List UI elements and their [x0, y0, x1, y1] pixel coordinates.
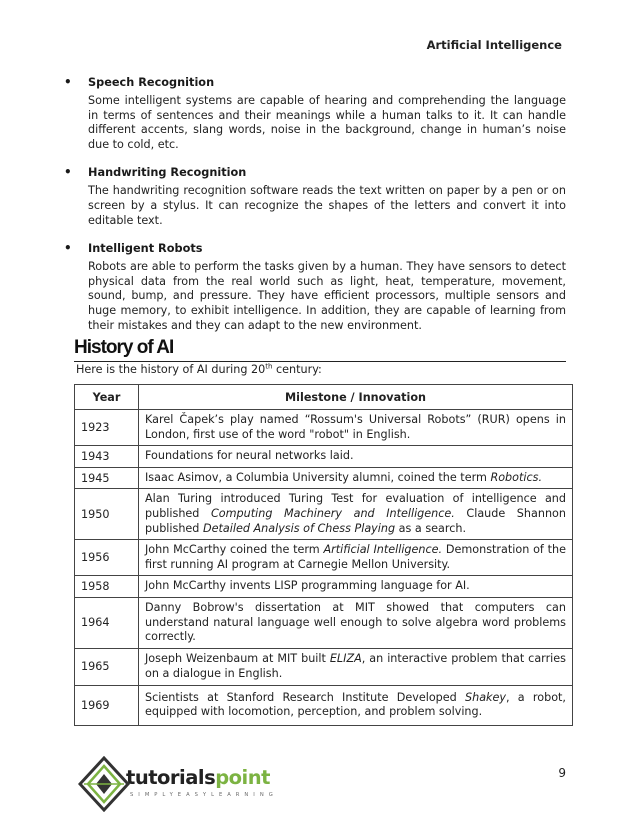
- year-cell: 1950: [75, 489, 139, 540]
- milestone-text: Isaac Asimov, a Columbia University alumni, coined the term: [145, 470, 491, 484]
- milestone-emphasis: Shakey: [465, 690, 507, 704]
- milestone-emphasis: Robotics.: [490, 470, 543, 484]
- table-header-row: [75, 385, 573, 410]
- bullet-title: Handwriting Recognition: [88, 166, 247, 180]
- year-cell: 1956: [75, 540, 139, 576]
- bullet-body: Robots are able to perform the tasks given by a human. They have sensors to detect physical data from the real world such as light, heat, temperature, movement, sound, bump, and pressure. They have efficient processors, multiple sensors and huge memory, to exhibit intelligence. In addition, they are capable of learning from their mistakes and they can adapt to the new environment.: [88, 260, 566, 332]
- milestone-text: Karel Čapek’s play named “Rossum's Universal Robots” (RUR) opens in London, first use of the word "robot" in English.: [145, 413, 566, 441]
- table-row: [75, 597, 573, 648]
- year-cell: 1964: [75, 597, 139, 648]
- year-cell: 1958: [75, 576, 139, 598]
- year-cell: 1943: [75, 446, 139, 468]
- milestone-cell: [139, 576, 573, 598]
- tutorialspoint-logo: [78, 756, 278, 812]
- column-header-year: Year: [75, 385, 139, 410]
- intro-text-end: century:: [272, 363, 322, 376]
- bullet-icon: •: [64, 241, 72, 256]
- bullet-body: Some intelligent systems are capable of hearing and comprehending the language in terms of sentences and their meanings while a human talks to it. It can handle different accents, slang words, noise in the background, change in human’s noise due to cold, etc.: [88, 94, 566, 151]
- milestone-text: Joseph Weizenbaum at MIT built: [145, 652, 330, 666]
- history-table-body: [75, 410, 573, 726]
- intro-superscript: th: [265, 362, 273, 371]
- milestone-cell: [139, 648, 573, 685]
- milestone-cell: [139, 685, 573, 725]
- table-row: [75, 576, 573, 598]
- milestone-text: Danny Bobrow's dissertation at MIT showed that computers can understand natural language well enough to solve algebra word problems correctly.: [145, 600, 566, 644]
- milestone-text: Demonstration of the first running AI program at Carnegie Mellon University.: [145, 543, 566, 571]
- tutorialspoint-logo-icon: [78, 756, 130, 812]
- milestone-cell: [139, 597, 573, 648]
- table-row: [75, 410, 573, 446]
- milestone-cell: [139, 446, 573, 468]
- milestone-cell: [139, 540, 573, 576]
- milestone-text: Alan Turing introduced Turing Test for evaluation of intelligence and published: [145, 492, 566, 520]
- running-header: Artificial Intelligence: [426, 38, 562, 52]
- table-row: [75, 446, 573, 468]
- milestone-text: Scientists at Stanford Research Institute Developed: [145, 690, 465, 704]
- milestone-text: John McCarthy coined the term: [145, 543, 324, 557]
- table-row: [75, 489, 573, 540]
- milestone-cell: [139, 489, 573, 540]
- milestone-cell: [139, 410, 573, 446]
- bullet-title: Speech Recognition: [88, 76, 215, 89]
- table-row: [75, 467, 573, 489]
- list-item: [64, 74, 566, 152]
- bullet-body: The handwriting recognition software reads the text written on paper by a pen or on screen by a stylus. It can recognize the shapes of the letters and convert it into editable text.: [88, 184, 566, 227]
- milestone-text: John McCarthy invents LISP programming language for AI.: [145, 579, 470, 593]
- year-cell: 1965: [75, 648, 139, 685]
- year-cell: 1969: [75, 685, 139, 725]
- milestone-text: , a robot, equipped with locomotion, perception, and problem solving.: [145, 690, 566, 719]
- section-title: History of AI: [74, 337, 566, 362]
- logo-tagline: SIMPLYEASYLEARNING: [130, 792, 278, 798]
- table-row: [75, 540, 573, 576]
- milestone-cell: [139, 467, 573, 489]
- logo-wordmark: [126, 766, 270, 789]
- list-item: [64, 164, 566, 228]
- year-cell: 1923: [75, 410, 139, 446]
- table-row: [75, 685, 573, 725]
- year-cell: 1945: [75, 467, 139, 489]
- column-header-milestone: Milestone / Innovation: [139, 385, 573, 410]
- feature-list: [64, 74, 566, 345]
- bullet-icon: •: [64, 75, 72, 89]
- logo-text-dark: tutorials: [126, 766, 216, 789]
- bullet-icon: •: [64, 165, 72, 180]
- section-intro: [76, 363, 322, 376]
- logo-text-accent: point: [215, 766, 270, 789]
- list-item: [64, 240, 566, 333]
- milestone-text: Claude Shannon published: [145, 506, 566, 535]
- milestone-text: Foundations for neural networks laid.: [145, 449, 354, 463]
- history-table: [74, 384, 573, 726]
- milestone-text: , an interactive problem that carries on a dialogue in English.: [145, 652, 566, 680]
- bullet-title: Intelligent Robots: [88, 242, 203, 256]
- milestone-emphasis: Detailed Analysis of Chess Playing: [202, 521, 396, 535]
- intro-text: Here is the history of AI during 20: [76, 363, 266, 376]
- milestone-text: as a search.: [395, 521, 467, 535]
- milestone-emphasis: Computing Machinery and Intelligence.: [210, 506, 455, 520]
- milestone-emphasis: Artificial Intelligence.: [323, 543, 443, 557]
- page-number: 9: [558, 766, 566, 780]
- table-row: [75, 648, 573, 685]
- milestone-emphasis: ELIZA: [329, 652, 362, 666]
